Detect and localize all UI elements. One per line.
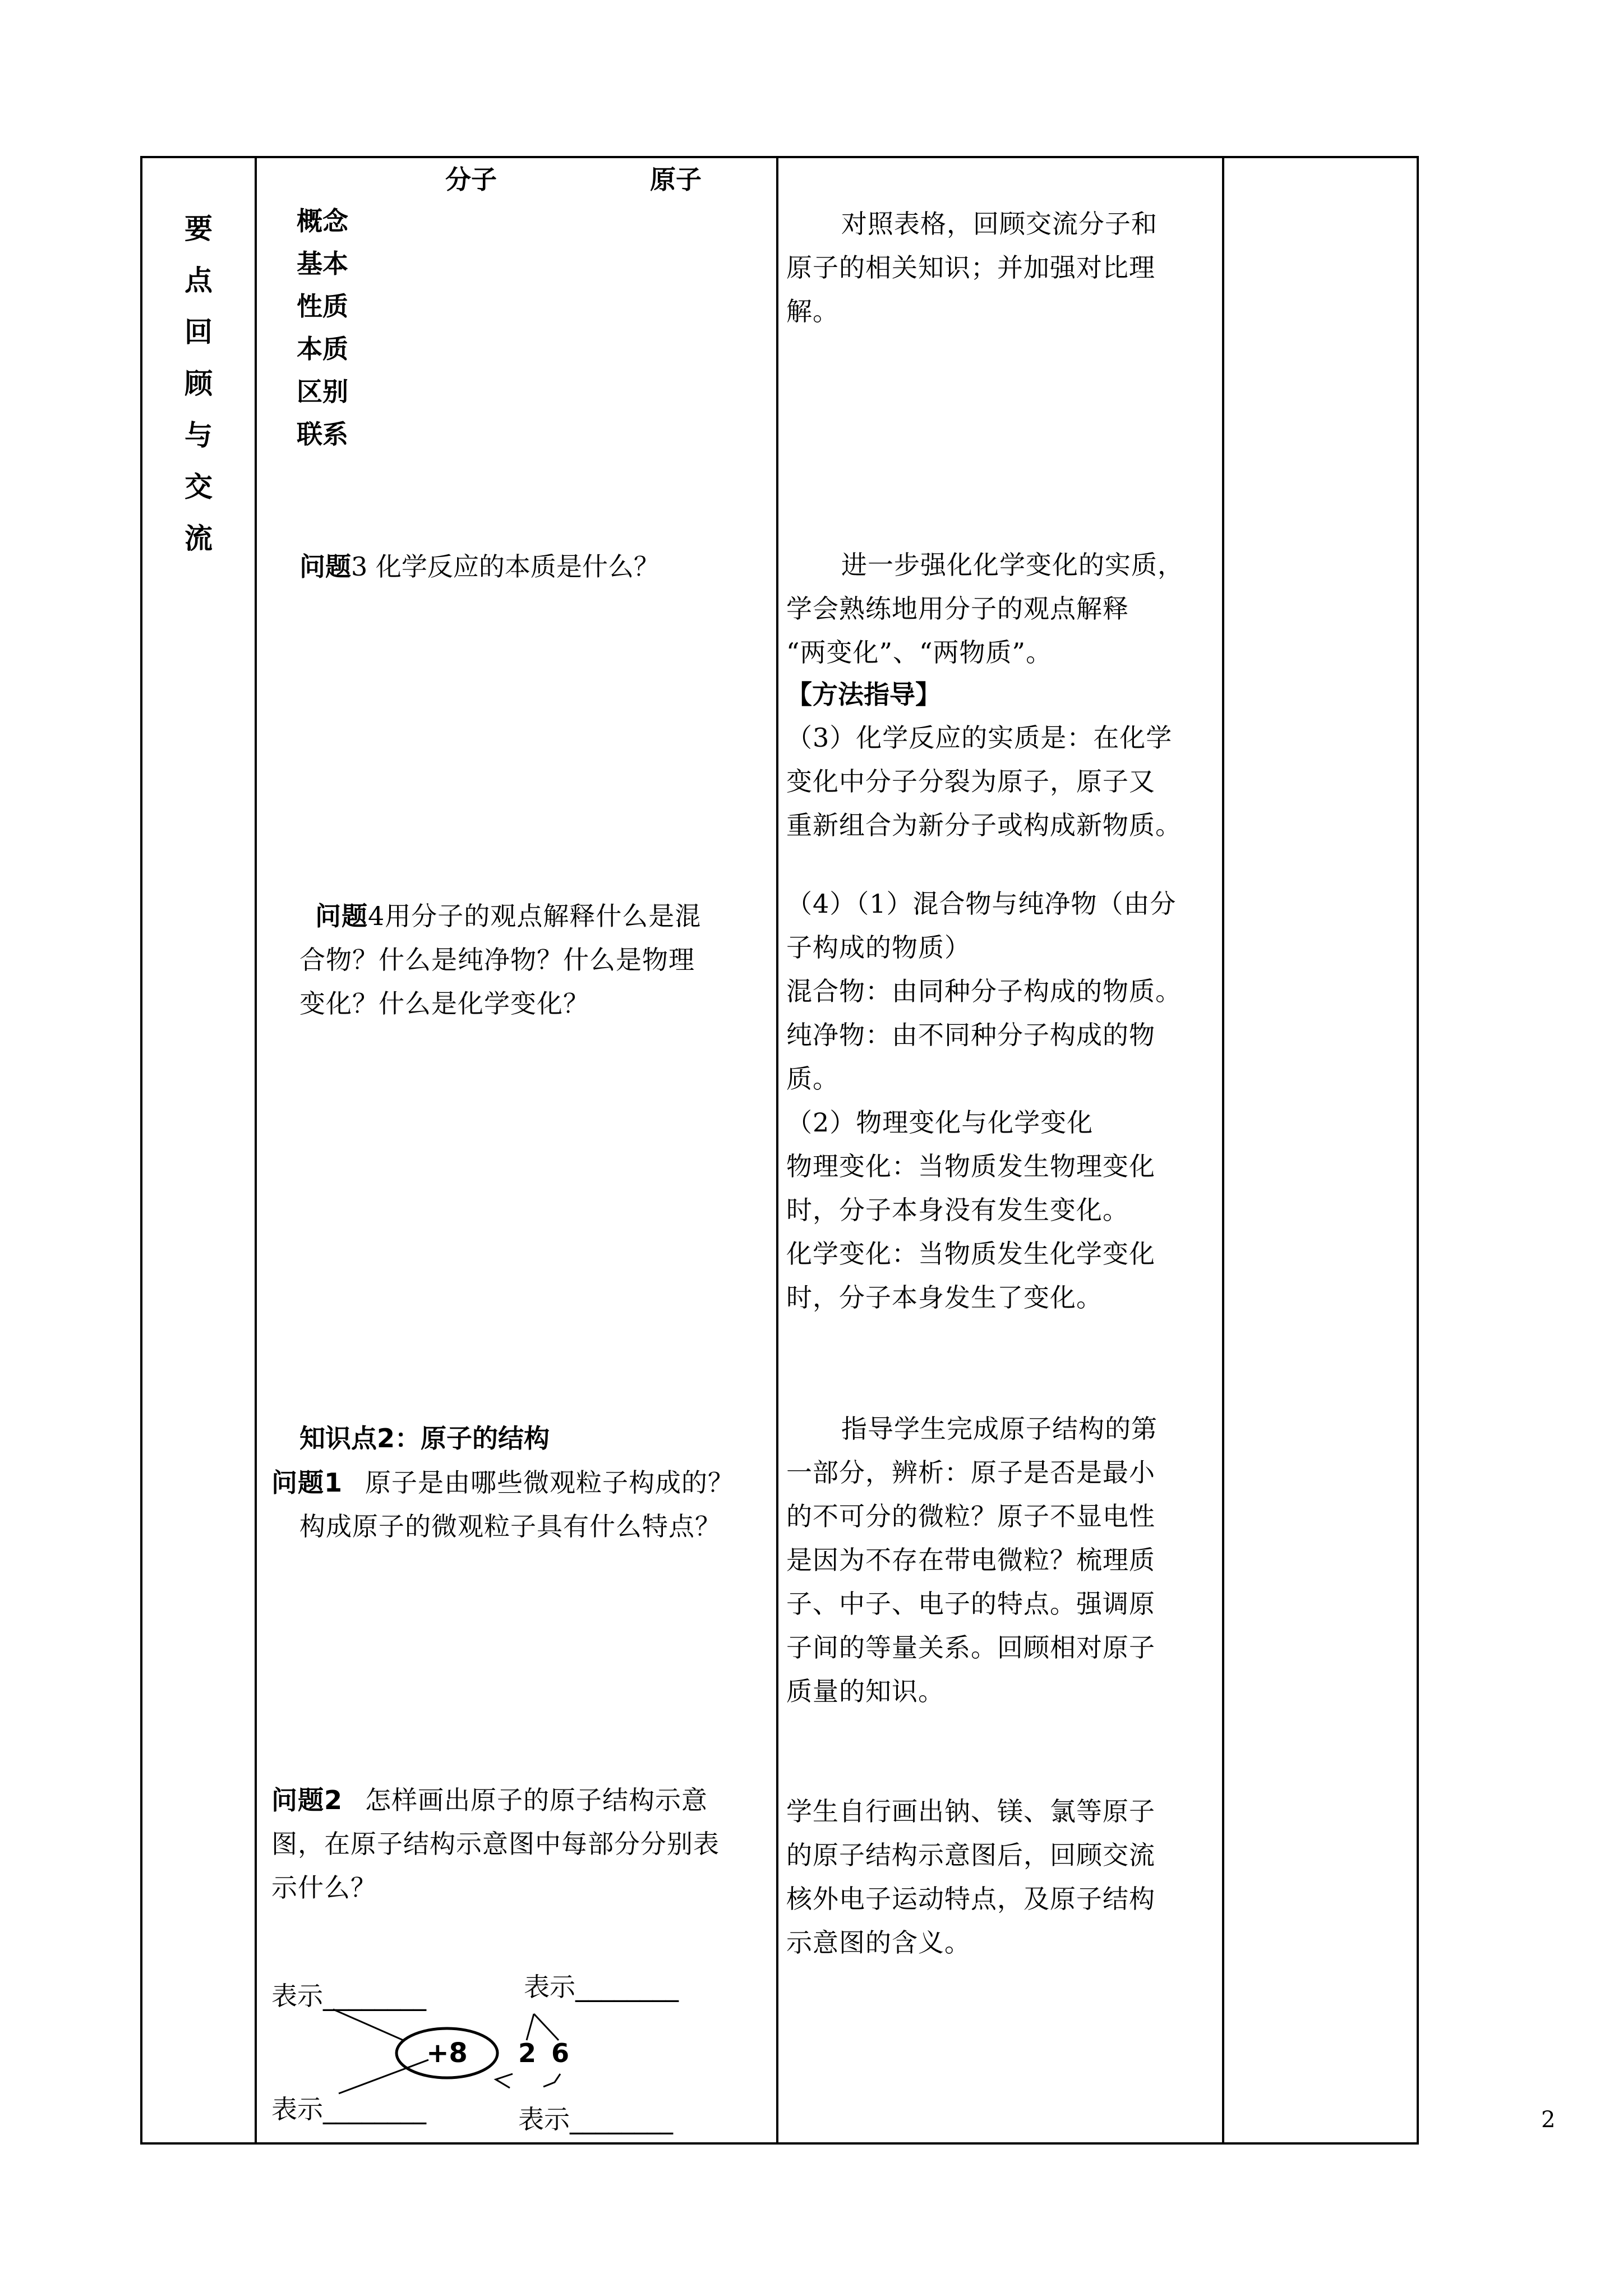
page-number: 2	[1541, 2107, 1556, 2133]
note-5-line: 子间的等量关系。回顾相对原子	[786, 1632, 1155, 1663]
note-1-line: 对照表格，回顾交流分子和	[841, 209, 1158, 239]
section-label-char: 与	[185, 419, 213, 452]
note-4	[786, 882, 1182, 1319]
section-label-char: 要	[185, 213, 213, 245]
section-label-char: 回	[185, 316, 213, 348]
diagram-blank: ________	[575, 1972, 679, 2002]
question-4-line	[299, 894, 701, 938]
note-6-line: 的原子结构示意图后，回顾交流	[786, 1840, 1155, 1870]
note-1-line: 解。	[786, 296, 839, 326]
nucleus-charge: +8	[426, 2037, 468, 2069]
kp2-question-2-line	[271, 1778, 720, 1822]
diagram-label-text: 表示	[524, 1972, 575, 2002]
note-2-line: “两变化”、“两物质”。	[786, 637, 1053, 668]
row-label: 联系	[297, 419, 348, 449]
note-4-line: 混合物：由同种分子构成的物质。	[786, 976, 1182, 1006]
shell-arc	[543, 2074, 560, 2087]
section-label-char: 点	[185, 264, 213, 297]
note-5	[786, 1407, 1158, 1713]
pointer-line	[534, 2014, 559, 2040]
diagram-blank: ________	[323, 2094, 426, 2124]
section-label-char: 交	[185, 471, 213, 503]
diagram-blank: ________	[323, 1981, 426, 2011]
question-4-text: 4用分子的观点解释什么是混	[368, 901, 702, 931]
note-5-line: 指导学生完成原子结构的第	[841, 1414, 1158, 1444]
note-3	[786, 716, 1182, 847]
note-3-line: （3）化学反应的实质是：在化学	[786, 723, 1173, 753]
diagram-label-text: 表示	[271, 1981, 323, 2011]
note-2-line: 学会熟练地用分子的观点解释	[786, 593, 1129, 624]
note-3-line: 重新组合为新分子或构成新物质。	[786, 810, 1182, 840]
kp2-question-1-text: 原子是由哪些微观粒子构成的？	[365, 1467, 735, 1498]
diagram-blank: ________	[570, 2104, 673, 2134]
note-1-line: 原子的相关知识；并加强对比理	[786, 252, 1155, 283]
question-4	[299, 894, 701, 1025]
kp2-question-1-line: 构成原子的微观粒子具有什么特点？	[299, 1511, 721, 1542]
pointer-line	[527, 2014, 534, 2040]
question-4-line: 变化？什么是化学变化？	[299, 988, 589, 1019]
note-5-line: 一部分，辨析：原子是否是最小	[786, 1457, 1155, 1488]
kp2-question-2-line: 图，在原子结构示意图中每部分分别表	[271, 1829, 720, 1859]
note-4-line: 时，分子本身没有发生变化。	[786, 1195, 1129, 1225]
row-label: 基本	[297, 249, 348, 279]
question-3	[299, 545, 660, 588]
column-divider	[1222, 158, 1224, 2142]
note-6-line: 示意图的含义。	[786, 1927, 971, 1958]
kp2-question-2-line: 示什么？	[271, 1872, 377, 1903]
note-6	[786, 1789, 1155, 1964]
pointer-line	[333, 2009, 403, 2040]
row-label: 性质	[297, 291, 348, 321]
knowledge-point-2-title: 知识点2：原子的结构	[299, 1423, 550, 1453]
note-4-line: 时，分子本身发生了变化。	[786, 1282, 1103, 1313]
section-label-char: 顾	[185, 367, 213, 400]
question-4-label: 问题	[315, 901, 368, 931]
kp2-question-1-line	[271, 1461, 734, 1504]
note-6-line: 核外电子运动特点，及原子结构	[786, 1884, 1155, 1914]
column-divider	[255, 158, 257, 2142]
note-4-line: 物理变化：当物质发生物理变化	[786, 1151, 1155, 1181]
kp2-question-1	[271, 1461, 734, 1548]
note-5-line: 的不可分的微粒？原子不显电性	[786, 1501, 1155, 1531]
note-5-line: 子、中子、电子的特点。强调原	[786, 1589, 1155, 1619]
kp2-question-2	[271, 1778, 720, 1910]
diagram-label-text: 表示	[518, 2104, 570, 2134]
note-6-line: 学生自行画出钠、镁、氯等原子	[786, 1796, 1155, 1826]
lesson-table	[140, 156, 1419, 2145]
diagram-label-text: 表示	[271, 2094, 323, 2124]
electron-shell-1: 2	[518, 2038, 537, 2068]
kp2-question-2-label: 问题2	[271, 1785, 343, 1815]
note-4-line: 纯净物：由不同种分子构成的物	[786, 1020, 1155, 1050]
note-4-line: 质。	[786, 1064, 839, 1094]
note-4-line: （4）（1）混合物与纯净物（由分	[786, 889, 1177, 919]
header-molecule: 分子	[445, 164, 497, 195]
question-3-label: 问题	[299, 551, 351, 582]
section-label	[142, 203, 255, 564]
section-label-char: 流	[185, 522, 213, 555]
kp2-question-1-label: 问题1	[271, 1467, 343, 1498]
shell-arc	[496, 2074, 513, 2088]
row-label: 本质	[297, 334, 348, 364]
question-4-line: 合物？什么是纯净物？什么是物理	[299, 945, 695, 975]
question-3-text: 3 化学反应的本质是什么？	[351, 551, 660, 582]
note-5-line: 质量的知识。	[786, 1676, 944, 1706]
note-5-line: 是因为不存在带电微粒？梳理质	[786, 1545, 1155, 1575]
pointer-line	[339, 2060, 428, 2093]
kp2-question-2-text: 怎样画出原子的原子结构示意	[365, 1785, 708, 1815]
electron-shell-2: 6	[551, 2038, 570, 2068]
note-4-line: 化学变化：当物质发生化学变化	[786, 1239, 1155, 1269]
note-4-line: （2）物理变化与化学变化	[786, 1107, 1094, 1138]
atom-structure-diagram	[328, 1998, 619, 2110]
note-2	[786, 543, 1184, 674]
note-3-line: 变化中分子分裂为原子，原子又	[786, 766, 1155, 797]
note-1	[786, 202, 1158, 333]
note-4-line: 子构成的物质）	[786, 932, 971, 963]
column-divider	[776, 158, 778, 2142]
method-guide-title: 【方法指导】	[786, 679, 941, 710]
row-label: 区别	[297, 376, 348, 407]
note-2-line: 进一步强化化学变化的实质，	[841, 550, 1184, 580]
header-atom: 原子	[650, 164, 702, 195]
row-label: 概念	[297, 206, 348, 236]
